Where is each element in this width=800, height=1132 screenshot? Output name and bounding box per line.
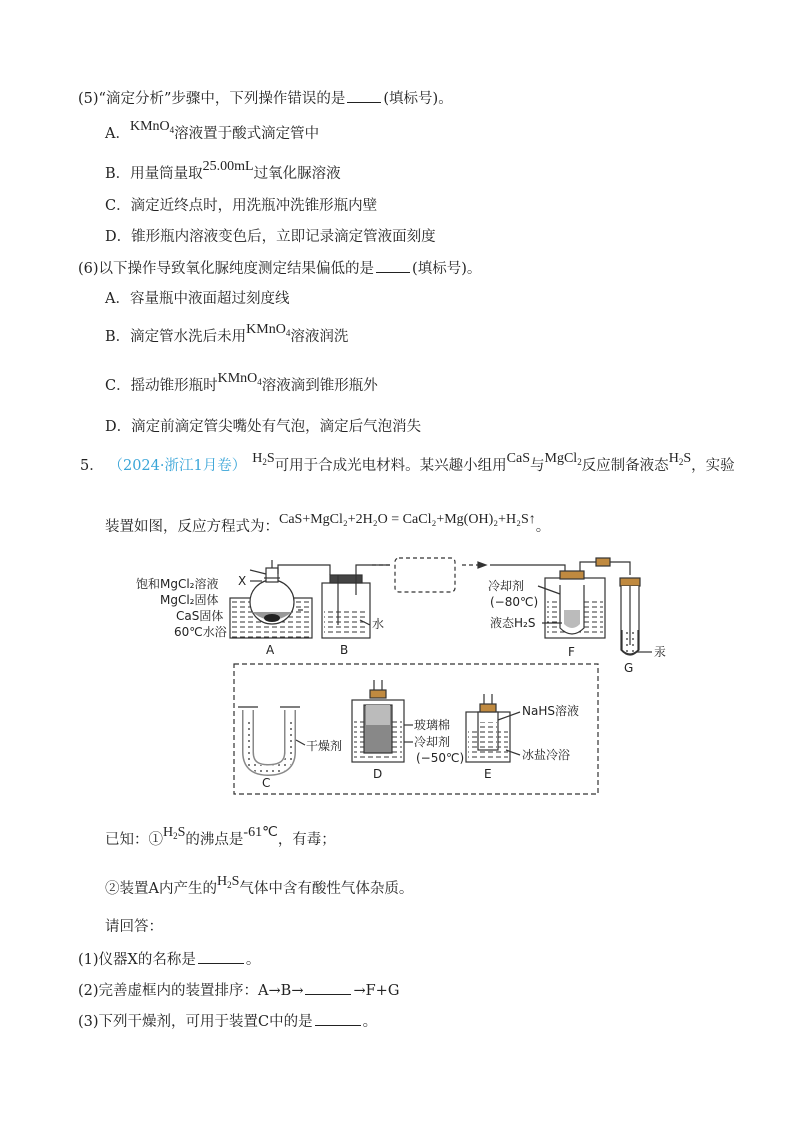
question-text: 。 (362, 1014, 378, 1030)
known-text: 的沸点是 (185, 832, 244, 848)
known-text: ②装置A内产生的 (105, 881, 217, 897)
apparatus-e (466, 694, 510, 762)
label-liquid-h2s: 液态H₂S (490, 616, 536, 630)
q6-title (78, 258, 481, 279)
h2s-formula: $H_2S$ (216, 874, 240, 890)
option-text: 用量筒量取 (130, 166, 203, 182)
option-label: D． (105, 229, 132, 245)
problem-text: ，实验 (691, 458, 735, 474)
tag-f: F (568, 645, 575, 659)
question-3 (78, 1011, 377, 1032)
label-coolant-d: 冷却剂 (414, 735, 451, 749)
question-1 (78, 949, 260, 970)
option-text: 容量瓶中液面超过刻度线 (129, 291, 290, 307)
label-mgcl2-solid: MgCl₂固体 (160, 593, 219, 607)
apparatus-g (620, 578, 640, 655)
option-text: 溶液置于酸式滴定管中 (174, 126, 320, 142)
label-nahs-solution: NaHS溶液 (522, 704, 579, 718)
problem5-line2 (105, 512, 551, 538)
known-line1 (105, 825, 336, 854)
problem-text: 。 (535, 519, 551, 535)
option-label: B． (105, 329, 131, 345)
question-2 (78, 980, 399, 1001)
q1-answer-blank[interactable] (198, 949, 244, 964)
volume-formula: 25.00mL (202, 159, 254, 174)
q3-answer-blank[interactable] (315, 1011, 361, 1026)
option-label: A． (105, 291, 130, 307)
tag-a: A (266, 643, 275, 657)
q5-option-c (105, 196, 377, 216)
option-text: 滴定管水洗后未用 (130, 329, 247, 345)
label-mercury: 汞 (654, 645, 667, 659)
known-text: 气体中含有酸性气体杂质。 (239, 881, 414, 897)
question-text: (3)下列干燥剂，可用于装置C中的是 (78, 1014, 313, 1030)
option-text: 摇动锥形瓶时 (130, 378, 218, 394)
tag-b: B (340, 643, 349, 657)
h2s-formula: $H_2S$ (668, 451, 692, 467)
q6-option-d (105, 417, 421, 437)
question-text: (2)完善虚框内的装置排序：A→B→ (78, 983, 304, 999)
option-label: A． (105, 126, 130, 142)
kmno4-formula: KMnO$_4$ (129, 119, 175, 135)
label-desiccant: 干燥剂 (306, 739, 343, 753)
apparatus-figure (0, 545, 800, 805)
label-coolant-temp-d: (−50℃) (416, 751, 465, 765)
q5-title-text: (5)“滴定分析”步骤中，下列操作错误的是 (78, 91, 346, 107)
label-cas-solid: CaS固体 (176, 609, 224, 623)
question-text: →F+G (353, 983, 400, 999)
problem-text: 装置如图，反应方程式为： (105, 519, 279, 535)
h2s-formula: $H_2S$ (252, 451, 275, 467)
q5-title-suffix: (填标号)。 (383, 91, 453, 107)
problem-text: 反应制备液态 (581, 458, 669, 474)
question-text: (1)仪器X的名称是 (78, 952, 196, 968)
label-coolant-temp-f: (−80℃) (490, 595, 539, 609)
tag-g: G (624, 661, 634, 675)
q6-option-a (105, 289, 289, 309)
apparatus-d (352, 680, 404, 762)
label-water: 水 (372, 617, 385, 631)
label-coolant-f: 冷却剂 (488, 579, 525, 593)
option-text: 滴定近终点时，用洗瓶冲洗锥形瓶内壁 (130, 198, 378, 214)
cas-formula: CaS (506, 451, 530, 466)
problem-text: 可用于合成光电材料。某兴趣小组用 (274, 458, 507, 474)
known-line2 (105, 874, 414, 903)
known-text: 已知：① (105, 832, 163, 848)
label-ice-salt-bath: 冰盐冷浴 (522, 748, 571, 762)
known-text: ，有毒； (277, 832, 336, 848)
option-text: 锥形瓶内溶液变色后，立即记录滴定管液面刻度 (131, 229, 436, 245)
q5-option-a (105, 119, 320, 148)
label-glass-wool: 玻璃棉 (414, 718, 451, 732)
label-saturated-mgcl2: 饱和MgCl₂溶液 (136, 577, 219, 591)
option-text: 滴定前滴定管尖嘴处有气泡，滴定后气泡消失 (131, 419, 422, 435)
mgcl2-formula: MgCl$_2$ (544, 451, 582, 467)
q6-option-b (105, 322, 349, 351)
option-label: C． (105, 378, 131, 394)
q5-title (78, 88, 453, 109)
problem5-line1 (80, 451, 735, 480)
problem-number: 5． (80, 458, 104, 474)
option-label: B． (105, 166, 131, 182)
q6-answer-blank[interactable] (376, 258, 410, 273)
q2-answer-blank[interactable] (305, 980, 351, 995)
label-water-bath: 60℃水浴 (174, 625, 227, 639)
tag-d: D (373, 767, 383, 781)
tag-e: E (484, 767, 492, 781)
option-label: C． (105, 198, 131, 214)
q6-option-c (105, 371, 378, 400)
option-label: D． (105, 419, 132, 435)
q5-option-d (105, 227, 436, 247)
option-text: 溶液润洗 (290, 329, 349, 345)
option-text: 过氧化脲溶液 (253, 166, 341, 182)
boiling-point: -61℃ (243, 825, 278, 840)
kmno4-formula: KMnO$_4$ (246, 322, 291, 338)
apparatus-c (238, 707, 305, 770)
question-text: 。 (245, 952, 261, 968)
q5-answer-blank[interactable] (347, 88, 381, 103)
problem-source: （2024·浙江1月卷） (115, 458, 247, 474)
label-x: X (238, 574, 247, 588)
h2s-formula: $H_2S$ (163, 825, 186, 841)
q5-option-b (105, 159, 341, 185)
tag-c: C (262, 776, 271, 790)
option-text: 溶液滴到锥形瓶外 (261, 378, 378, 394)
q6-title-suffix: (填标号)。 (412, 261, 482, 277)
answer-prompt: 请回答： (105, 919, 163, 935)
kmno4-formula: KMnO$_4$ (217, 371, 262, 387)
problem-text: 与 (530, 458, 545, 474)
placeholder-box (395, 558, 455, 592)
q6-title-text: (6)以下操作导致氧化脲纯度测定结果偏低的是 (78, 261, 375, 277)
apparatus-a (230, 560, 330, 638)
reaction-equation: CaS+MgCl₂+2H₂O = CaCl₂+Mg(OH)₂+H₂S↑ (279, 512, 536, 527)
